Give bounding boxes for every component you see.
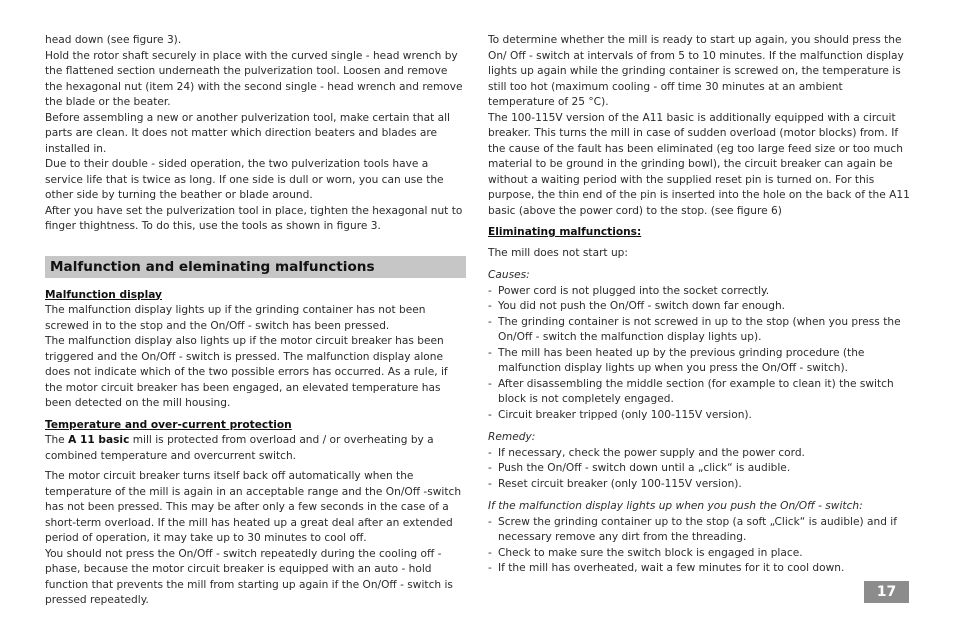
list-item: - Reset circuit breaker (only 100-115V version).	[488, 477, 910, 493]
list-item: - Circuit breaker tripped (only 100-115V version).	[488, 408, 910, 424]
list-item: - If necessary, check the power supply and the power cord.	[488, 446, 910, 462]
intro-paragraph: Hold the rotor shaft securely in place with the curved single - head wrench by the flattened section underneath the pulverization tool. Loosen and remove the hexagonal nut (item 24) with the second single - head wrench and remove the blade or the beater.	[45, 49, 463, 108]
intro-paragraph: head down (see figure 3).	[45, 34, 182, 46]
intro-paragraph: Before assembling a new or another pulverization tool, make certain that all parts are clean. It does not matter which direction beaters and blades are installed in.	[45, 111, 450, 155]
causes-label: Causes:	[488, 269, 530, 281]
problem-statement: The mill does not start up:	[488, 246, 628, 259]
list-item: - You did not push the On/Off - switch down far enough.	[488, 299, 910, 315]
lead-prefix: The	[45, 434, 69, 446]
remedy-list	[488, 446, 910, 493]
switch-condition: If the malfunction display lights up when you push the On/Off - switch:	[488, 500, 863, 512]
intro-paragraph: Due to their double - sided operation, the two pulverization tools have a service life that is twice as long. If one side is dull or worn, you can use the other side by turning the beather or blade around.	[45, 158, 444, 201]
malfunction-paragraph: The malfunction display also lights up if the motor circuit breaker has been triggered and the On/Off - switch is pressed. The malfunction display alone does not indicate which of the two possible errors has occurred. As a rule, if the motor circuit breaker has been engaged, an elevated temperature has been detected on the mill housing.	[45, 335, 448, 409]
intro-paragraph: After you have set the pulverization tool in place, tighten the hexagonal nut to finger thightness. To do this, use the tools as shown in figure 3.	[45, 204, 463, 232]
list-item: - The grinding container is not screwed in up to the stop (when you press the On/Off - switch the malfunction display lights up).	[488, 315, 910, 346]
right-column	[488, 33, 910, 577]
malfunction-display-heading: Malfunction display	[45, 288, 162, 301]
list-item: - After disassembling the middle section (for example to clean it) the switch block is not completely engaged.	[488, 377, 910, 408]
temperature-heading: Temperature and over-current protection	[45, 418, 292, 431]
list-item: - Screw the grinding container up to the stop (a soft „Click“ is audible) and if necessary remove any dirt from the threading.	[488, 515, 910, 546]
list-item: - If the mill has overheated, wait a few minutes for it to cool down.	[488, 561, 910, 577]
lead-suffix: mill is protected from overload and / or overheating by a combined temperature and overcurrent switch.	[45, 434, 434, 462]
remedy-label: Remedy:	[488, 431, 536, 443]
temperature-lead-paragraph	[45, 433, 466, 464]
switch-actions-list	[488, 515, 910, 577]
temperature-paragraph: You should not press the On/Off - switch repeatedly during the cooling off - phase, because the motor circuit breaker is equipped with an auto - hold function that prevents the mill from starting up again if the On/Off - switch is pressed repeatedly.	[45, 547, 453, 606]
section-title: Malfunction and eleminating malfunctions	[45, 256, 466, 278]
malfunction-paragraph: The malfunction display lights up if the grinding container has not been screwed in to the stop and the On/Off - switch has been pressed.	[45, 304, 426, 332]
list-item: - The mill has been heated up by the previous grinding procedure (the malfunction display lights up when you press the On/Off - switch).	[488, 346, 910, 377]
eliminating-heading: Eliminating malfunctions:	[488, 226, 642, 238]
left-column	[45, 33, 466, 609]
product-name: A 11 basic	[68, 434, 130, 446]
page-number-badge: 17	[864, 581, 909, 603]
list-item: - Check to make sure the switch block is engaged in place.	[488, 546, 910, 562]
temperature-paragraph: The motor circuit breaker turns itself back off automatically when the temperature of the mill is again in an acceptable range and the On/Off -switch has not been pressed. This may be after only a few seconds in the case of a short-term overload. If the mill has heated up a great deal after an extended period of operation, it may take up to 30 minutes to cool off.	[45, 470, 462, 544]
right-paragraph: The 100-115V version of the A11 basic is additionally equipped with a circuit breaker. This turns the mill in case of sudden overload (motor blocks) from. If the cause of the fault has been eliminated (eg too large feed size or too much material to be ground in the grinding bowl), the circuit breaker can again be without a waiting period with the supplied reset pin is turned on. For this purpose, the thin end of the pin is inserted into the hole on the back of the A11 basic (above the power cord) to the stop. (see figure 6)	[488, 111, 910, 217]
right-paragraph: To determine whether the mill is ready to start up again, you should press the On/ Off - switch at intervals of from 5 to 10 minutes. If the malfunction display lights up again while the grinding container is screwed on, the temperature is still too hot (maximum cooling - off time 30 minutes at an ambient temperature of 25 °C).	[488, 34, 904, 108]
list-item: - Power cord is not plugged into the socket correctly.	[488, 284, 910, 300]
causes-list	[488, 284, 910, 424]
list-item: - Push the On/Off - switch down until a „click“ is audible.	[488, 461, 910, 477]
